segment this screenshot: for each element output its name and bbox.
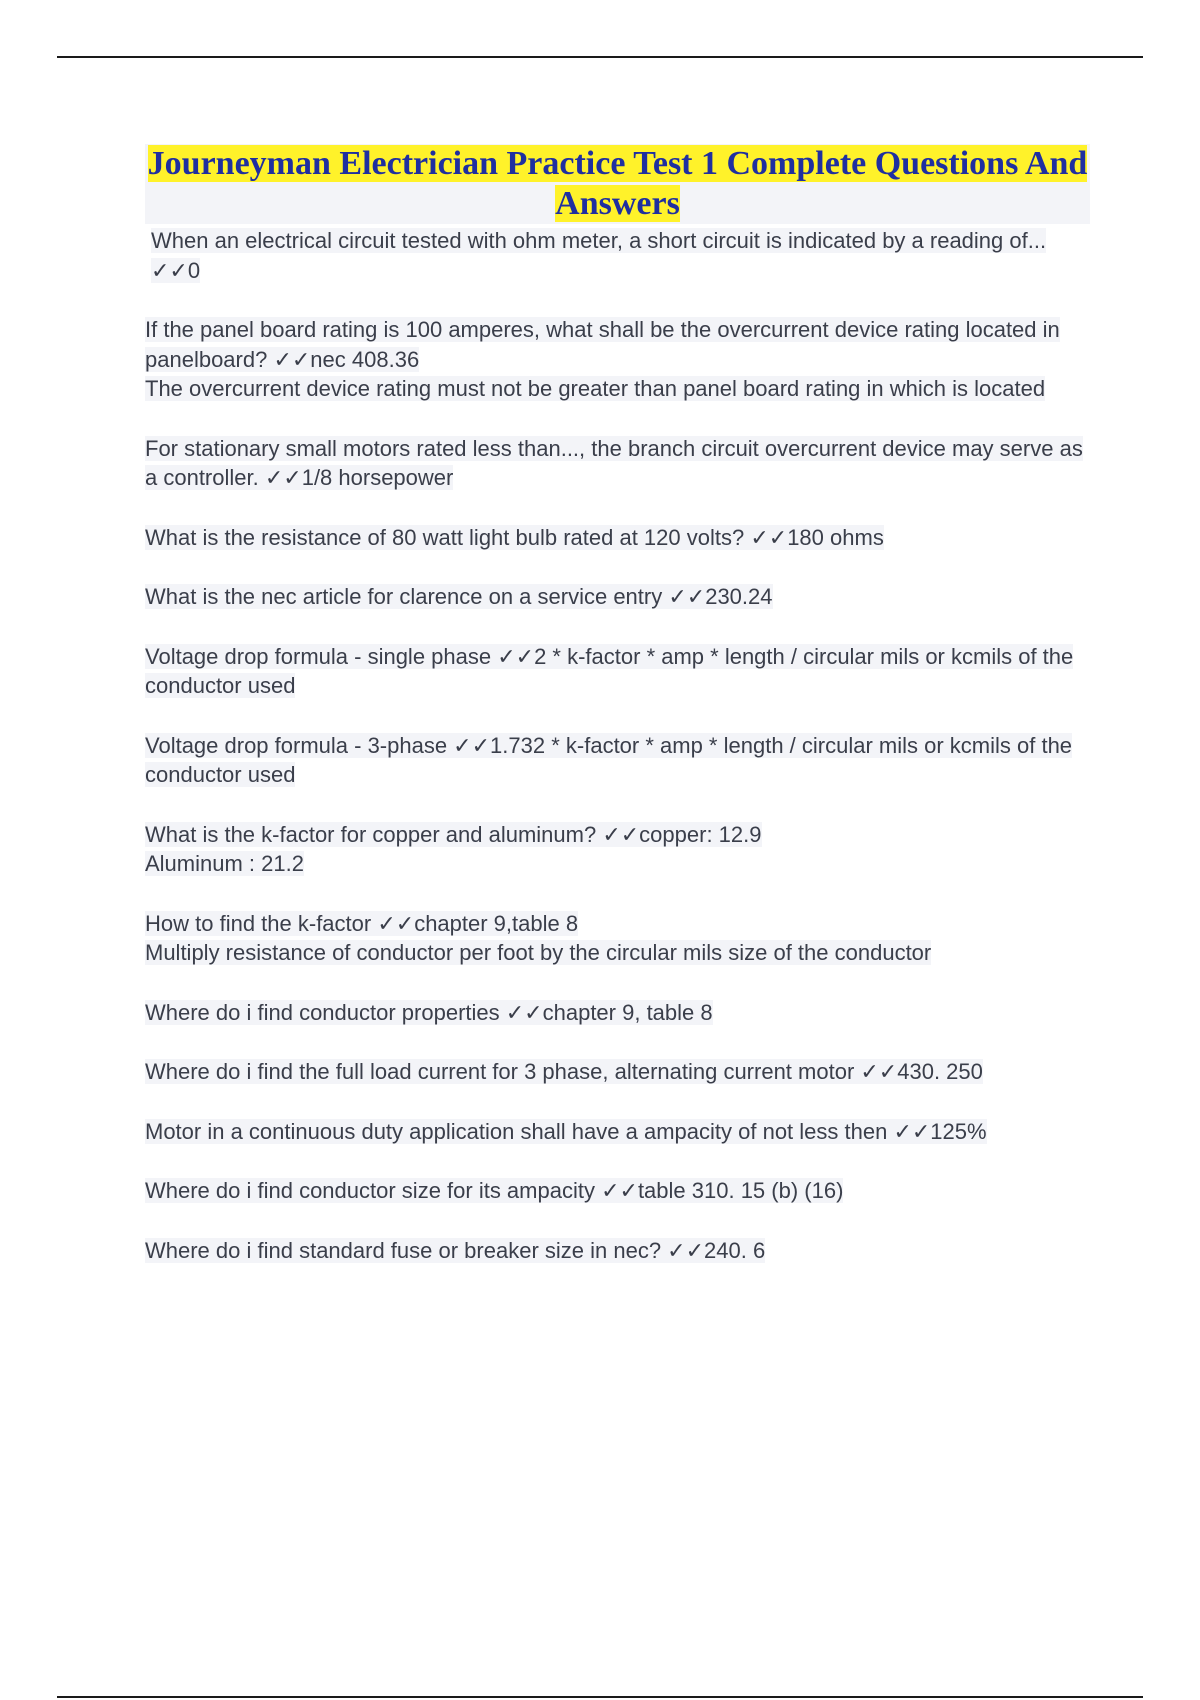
qa-text: What is the k-factor for copper and aluminum? ✓✓copper: 12.9: [145, 821, 762, 847]
qa-item: [145, 909, 1090, 968]
qa-text: Where do i find conductor properties ✓✓chapter 9, table 8: [145, 999, 713, 1025]
qa-text: Motor in a continuous duty application shall have a ampacity of not less then ✓✓125%: [145, 1118, 987, 1144]
header-rule: [57, 56, 1143, 58]
qa-item: [145, 582, 1090, 612]
qa-text: If the panel board rating is 100 amperes, what shall be the overcurrent device rating located in panelboard? ✓✓nec 408.36: [145, 317, 1060, 372]
qa-item: [145, 731, 1090, 790]
qa-item: [145, 998, 1090, 1028]
qa-item: [145, 1176, 1090, 1206]
qa-text: Voltage drop formula - 3-phase ✓✓1.732 * k-factor * amp * length / circular mils or kcmils of the conductor used: [145, 732, 1073, 787]
qa-item: [145, 315, 1090, 404]
qa-item: [145, 434, 1090, 493]
qa-text: Voltage drop formula - single phase ✓✓2 * k-factor * amp * length / circular mils or kcmils of the conductor used: [145, 643, 1074, 698]
qa-text: Where do i find standard fuse or breaker size in nec? ✓✓240. 6: [145, 1237, 766, 1263]
qa-text: How to find the k-factor ✓✓chapter 9,table 8: [145, 910, 579, 936]
qa-item: [145, 523, 1090, 553]
qa-text: When an electrical circuit tested with ohm meter, a short circuit is indicated by a reading of... ✓✓0: [151, 228, 1047, 283]
qa-text: Multiply resistance of conductor per foot by the circular mils size of the conductor: [145, 940, 932, 965]
qa-item: [145, 1236, 1090, 1266]
qa-item: [145, 642, 1090, 701]
document-title: [145, 144, 1090, 224]
qa-text: Where do i find conductor size for its ampacity ✓✓table 310. 15 (b) (16): [145, 1178, 844, 1203]
qa-text: For stationary small motors rated less than..., the branch circuit overcurrent device may serve as a controller. ✓✓1/8 horsepower: [145, 435, 1083, 490]
qa-text: Aluminum : 21.2: [145, 851, 304, 876]
qa-item: [145, 1057, 1090, 1087]
footer-rule: [57, 1696, 1143, 1698]
qa-text: The overcurrent device rating must not be greater than panel board rating in which is located: [145, 376, 1046, 401]
qa-item: [145, 226, 1090, 285]
qa-text: Where do i find the full load current for 3 phase, alternating current motor ✓✓430. 250: [145, 1059, 983, 1084]
title-text: Journeyman Electrician Practice Test 1 Complete Questions And Answers: [147, 145, 1088, 222]
qa-text: What is the nec article for clarence on a service entry ✓✓230.24: [145, 584, 773, 609]
qa-item: [145, 1117, 1090, 1147]
qa-item: [145, 820, 1090, 879]
qa-text: What is the resistance of 80 watt light bulb rated at 120 volts? ✓✓180 ohms: [145, 524, 884, 550]
document-body: [145, 144, 1090, 1295]
